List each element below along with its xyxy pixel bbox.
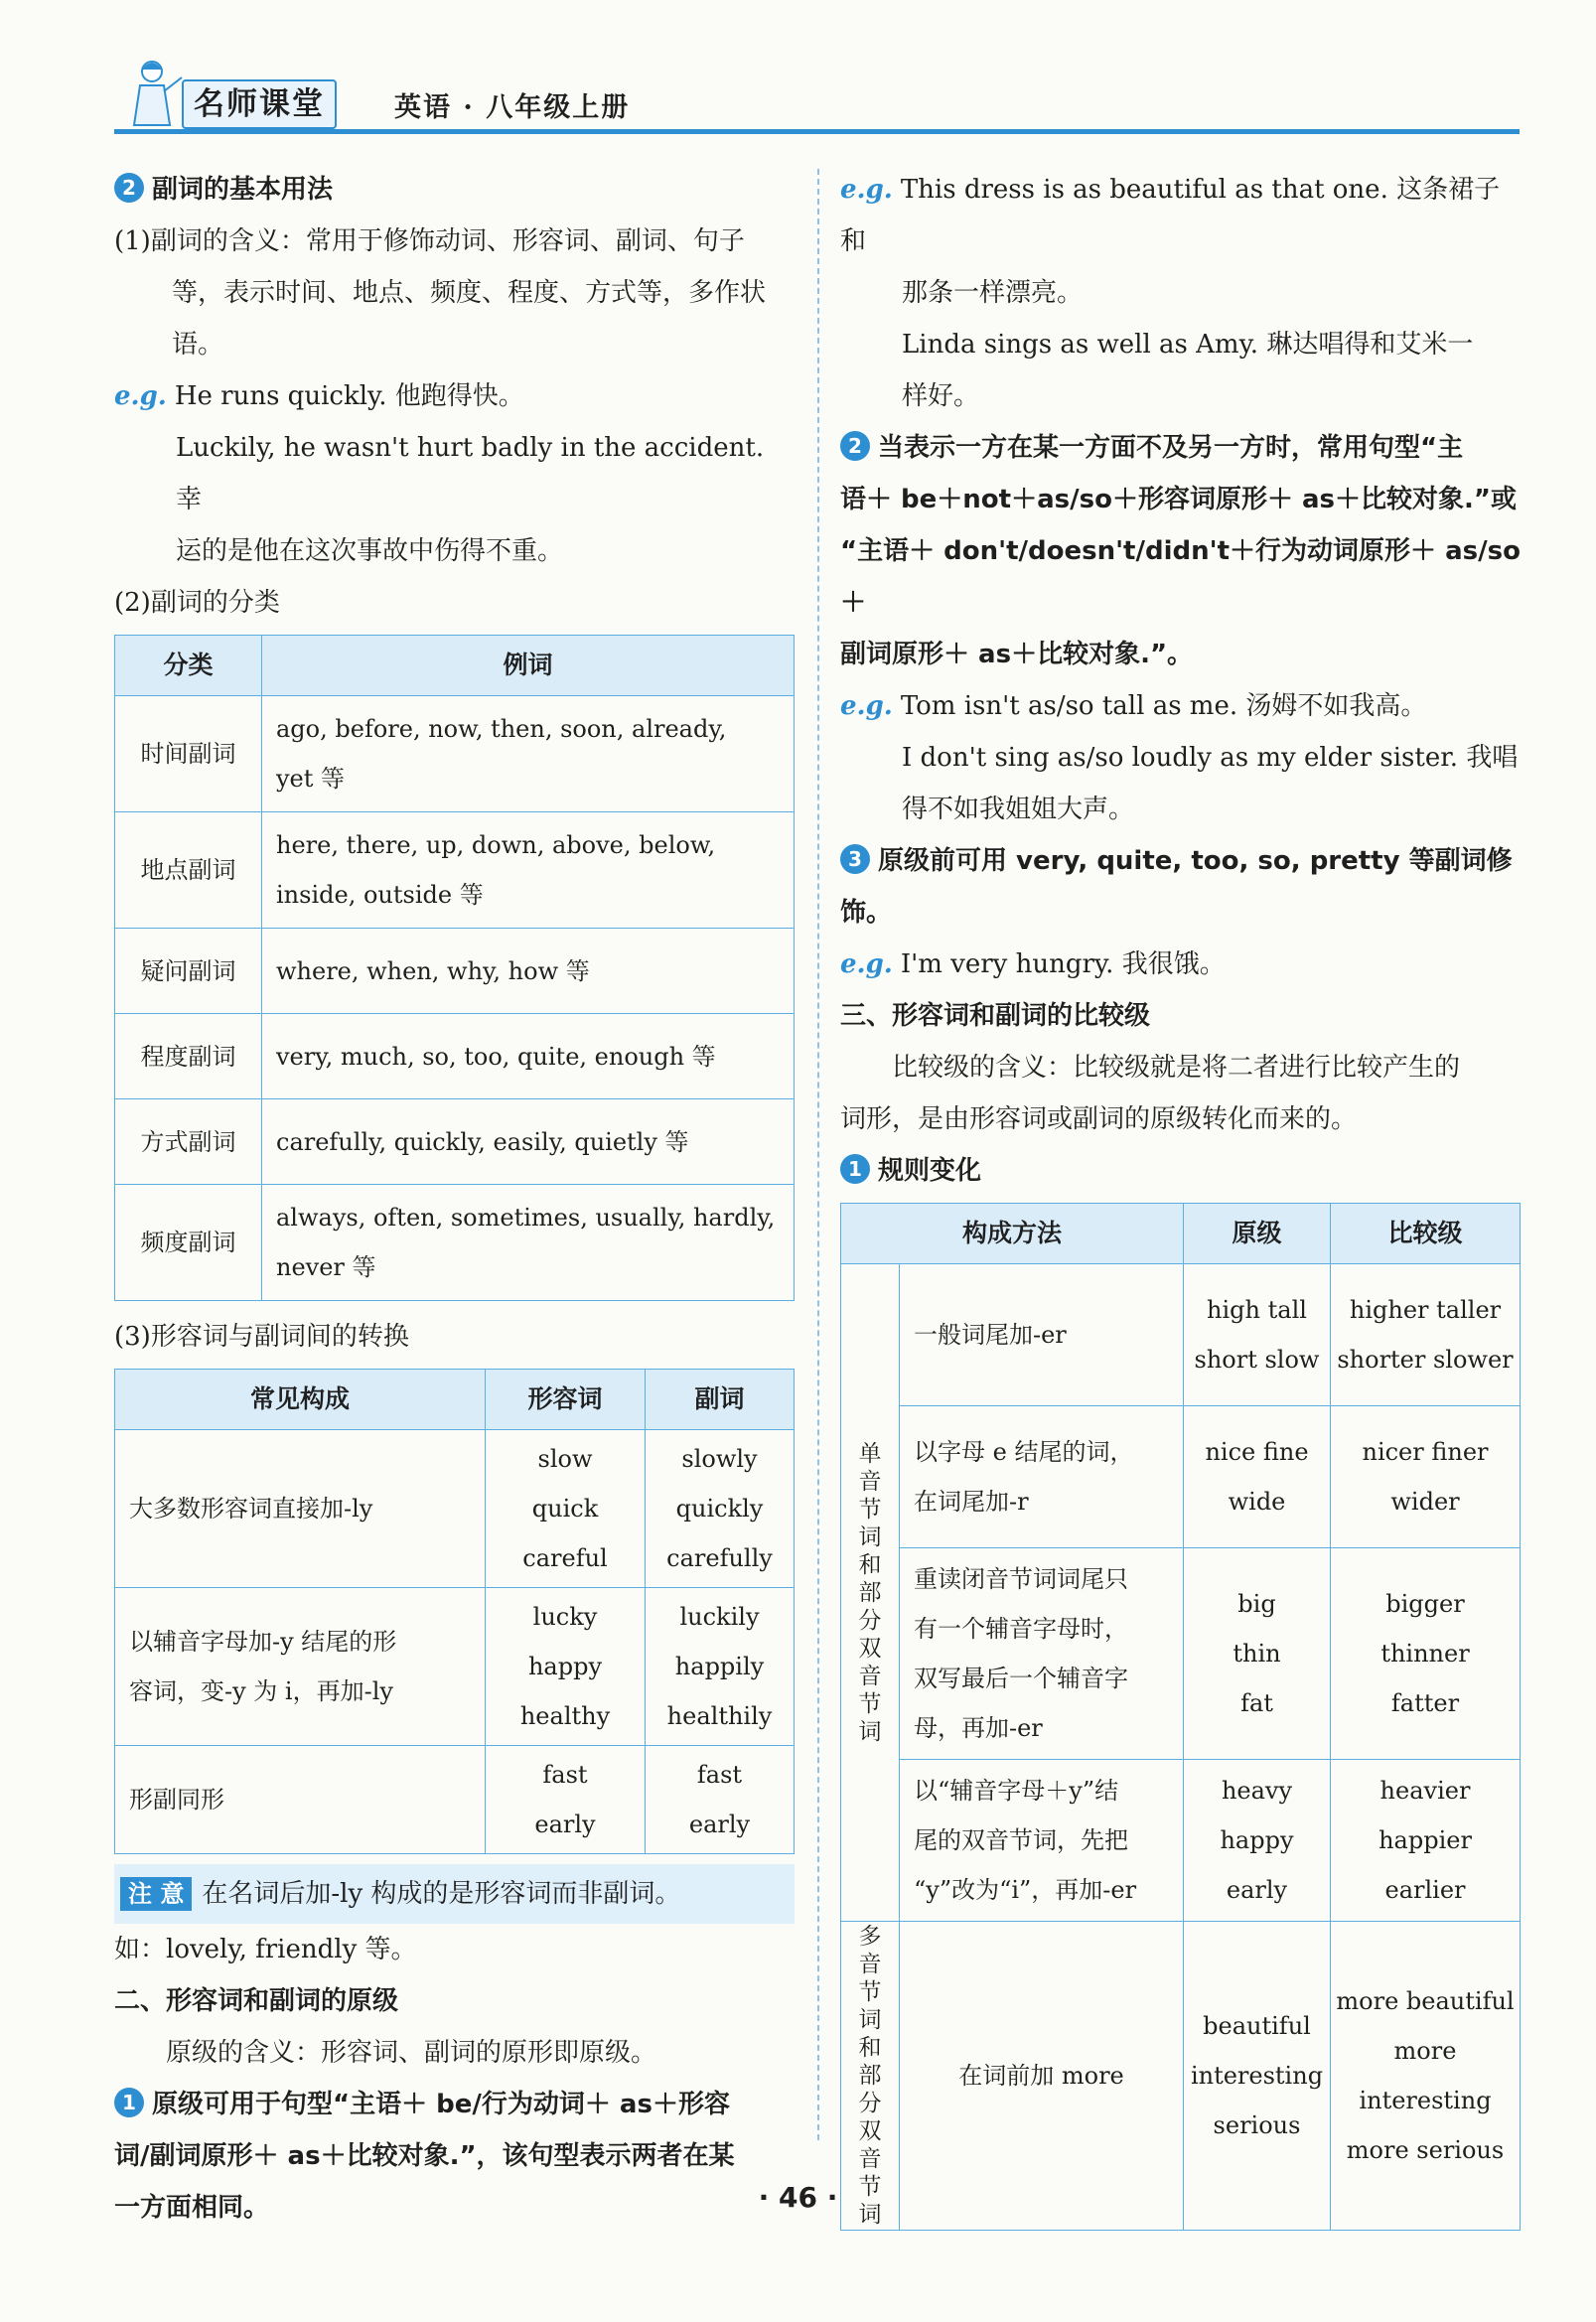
definition: 原级的含义：形容词、副词的原形即原级。 [166,2038,657,2068]
adj-word: quick [531,1495,599,1523]
example-text: He runs quickly. 他跑得快。 [174,381,524,411]
adj-word: fast [542,1761,588,1789]
example-words: very, much, so, too, quite, enough 等 [276,1042,716,1071]
table-row [115,812,795,929]
positive-word: thin [1233,1640,1281,1668]
positive-word: wide [1228,1488,1286,1516]
column-divider [817,169,819,2140]
comparative-word: earlier [1384,1876,1466,1904]
example-words: carefully, quickly, easily, quietly 等 [276,1127,689,1156]
example-words: where, when, why, how 等 [276,956,590,985]
group-label: 多音节词和部分双音节词 [858,1924,882,2228]
rule-heading [840,1145,1521,1197]
comparative-word: nicer finer [1362,1438,1489,1466]
example-text: Tom isn't as/so tall as me. 汤姆不如我高。 [900,691,1427,721]
table-header: 例词 [262,636,795,696]
section-heading [114,164,795,216]
right-column [840,164,1521,2241]
teacher-figure-icon [124,56,184,135]
note-text: 在名词后加-ly 构成的是形容词而非副词。 [202,1879,681,1909]
positive-word: fat [1240,1689,1273,1717]
example-text: 得不如我姐姐大声。 [902,795,1135,824]
example [114,370,795,422]
adv-word: slowly [681,1445,758,1473]
positive-word: early [1226,1876,1288,1904]
table-row [115,929,795,1014]
method-text: “y”改为“i”，再加-er [914,1876,1137,1904]
subject-title: 英语 · 八年级上册 [394,92,631,123]
positive-word: serious [1213,2111,1301,2139]
subheading: (3)形容词与副词间的转换 [114,1322,409,1352]
adverb-category-table [114,635,795,1301]
comparative-table [840,1203,1521,2231]
rule-heading [840,835,1521,939]
eg-label: e.g. [114,381,167,411]
method-text: 重读闭音节词词尾只 [914,1565,1128,1593]
positive-word: interesting [1190,2062,1324,2090]
positive-word: nice fine [1205,1438,1309,1466]
example [840,680,1521,732]
positive-word: high tall [1207,1296,1307,1324]
rule-text: 当表示一方在某一方面不及另一方时，常用句型“主 [878,433,1464,463]
section-title: 三、形容词和副词的比较级 [840,1001,1151,1031]
rule-heading [840,422,1521,474]
example [840,164,1521,267]
method-text: 尾的双音节词，先把 [914,1826,1128,1854]
example-words: always, often, sometimes, usually, hardly, [276,1204,776,1232]
method-text: 以字母 e 结尾的词， [914,1438,1134,1466]
positive-word: happy [1220,1826,1294,1854]
rule-text: 词/副词原形＋ as＋比较对象.”，该句型表示两者在某 [114,2141,735,2171]
comparative-word: more serious [1346,2136,1505,2164]
comparative-word: more beautiful [1336,1987,1515,2015]
example-text: I'm very hungry. 我很饿。 [900,949,1226,979]
table-row [841,1264,1521,1406]
comparative-word: heavier [1379,1777,1471,1805]
table-row [115,1746,795,1854]
rule-cell: 形副同形 [115,1746,486,1854]
rule-text: 语＋ be＋not＋as/so＋形容词原形＋ as＋比较对象.”或 [840,485,1517,514]
rule-cell: 大多数形容词直接加-ly [115,1430,486,1588]
table-header: 原级 [1184,1204,1331,1264]
rule-text: 一方面相同。 [114,2193,270,2223]
example-text: 样好。 [902,381,980,411]
table-row [115,1014,795,1099]
paragraph: (1)副词的含义：常用于修饰动词、形容词、副词、句子 [114,226,745,256]
example-words: yet 等 [276,765,346,793]
definition: 比较级的含义：比较级就是将二者进行比较产生的 [892,1053,1461,1083]
group-label: 单音节词和部分双音节词 [858,1440,882,1745]
category-cell: 方式副词 [115,1099,262,1185]
method-text: 母，再加-er [914,1714,1043,1742]
section-heading-text: 副词的基本用法 [152,175,334,205]
example-text: Luckily, he wasn't hurt badly in the accident. 幸 [176,433,765,514]
number-badge: 2 [114,173,144,203]
number-badge: 2 [840,431,870,461]
category-cell: 程度副词 [115,1014,262,1099]
table-row [115,1588,795,1746]
table-row [115,1185,795,1301]
table-header: 分类 [115,636,262,696]
table-header: 构成方法 [841,1204,1184,1264]
table-row [841,1548,1521,1760]
note-text: 如：lovely, friendly 等。 [114,1935,417,1964]
method-text: 以“辅音字母＋y”结 [914,1777,1119,1805]
table-header: 副词 [646,1370,795,1430]
rule-cell: 容词，变-y 为 i，再加-ly [129,1677,393,1705]
category-cell: 频度副词 [115,1185,262,1301]
number-badge: 3 [840,844,870,874]
rule-heading [114,2079,795,2130]
table-header: 常见构成 [115,1370,486,1430]
comparative-word: bigger [1385,1590,1465,1618]
method-text: 在词尾加-r [914,1488,1029,1516]
comparative-word: shorter slower [1337,1346,1514,1374]
page-header [114,52,1520,141]
adv-word: happily [674,1653,765,1680]
category-cell: 疑问副词 [115,929,262,1014]
section-title: 二、形容词和副词的原级 [114,1986,399,2016]
positive-word: short slow [1194,1346,1320,1374]
left-column [114,164,795,2234]
comparative-word: wider [1390,1488,1460,1516]
adv-word: healthily [666,1702,773,1730]
page-number: · 46 · [758,2181,838,2214]
positive-word: beautiful [1203,2012,1311,2040]
eg-label: e.g. [840,949,893,979]
comparative-word: happier [1378,1826,1472,1854]
eg-label: e.g. [840,691,893,721]
rule-text: 原级可用于句型“主语＋ be/行为动词＋ as＋形容 [152,2090,730,2119]
example-words: inside, outside 等 [276,881,484,909]
adj-word: happy [527,1653,603,1680]
adj-word: early [534,1811,596,1838]
positive-word: heavy [1221,1777,1293,1805]
rule-cell: 以辅音字母加-y 结尾的形 [129,1628,397,1656]
brand-title: 名师课堂 [182,79,337,129]
rule-text: 副词原形＋ as＋比较对象.”。 [840,640,1194,669]
adj-word: slow [537,1445,593,1473]
method-text: 有一个辅音字母时， [914,1615,1128,1643]
rule-text: 原级前可用 very, quite, too, so, pretty 等副词修饰。 [840,846,1513,928]
example-text: Linda sings as well as Amy. 琳达唱得和艾米一 [902,330,1474,360]
adj-adv-conversion-table [114,1369,795,1854]
adv-word: luckily [679,1603,760,1631]
adj-word: healthy [519,1702,611,1730]
note-tag: 注 意 [120,1877,192,1911]
example-text: I don't sing as/so loudly as my elder sister. 我唱 [902,743,1519,773]
adj-word: lucky [532,1603,598,1631]
number-badge: 1 [114,2088,144,2117]
example [840,939,1521,990]
method-text: 在词前加 more [958,2062,1124,2090]
category-cell: 地点副词 [115,812,262,929]
comparative-word: fatter [1390,1689,1460,1717]
table-header: 形容词 [486,1370,646,1430]
table-row [115,696,795,812]
rule-title: 规则变化 [878,1156,982,1186]
comparative-word: more interesting [1359,2037,1492,2114]
method-text: 双写最后一个辅音字 [914,1665,1128,1692]
header-rule [114,129,1520,134]
example-words: ago, before, now, then, soon, already, [276,715,727,743]
number-badge: 1 [840,1154,870,1184]
table-row [115,1430,795,1588]
adv-word: quickly [675,1495,764,1523]
adv-word: fast [696,1761,743,1789]
table-row [841,1760,1521,1922]
table-row [115,1099,795,1185]
definition: 词形，是由形容词或副词的原级转化而来的。 [840,1104,1358,1134]
example-words: never 等 [276,1253,376,1281]
eg-label: e.g. [840,175,893,205]
example-text: 运的是他在这次事故中伤得不重。 [176,536,564,566]
example-text: This dress is as beautiful as that one. 这条裙子和 [840,175,1501,256]
example-words: here, there, up, down, above, below, [276,831,716,859]
table-row [841,1406,1521,1548]
comparative-word: thinner [1380,1640,1470,1668]
table-header: 比较级 [1331,1204,1521,1264]
positive-word: big [1237,1590,1276,1618]
adv-word: carefully [666,1544,773,1572]
method-text: 一般词尾加-er [914,1321,1067,1349]
category-cell: 时间副词 [115,696,262,812]
paragraph: 等，表示时间、地点、频度、程度、方式等，多作状语。 [172,278,767,360]
rule-text: “主语＋ don't/doesn't/didn't＋行为动词原形＋ as/so＋ [840,536,1521,618]
adj-word: careful [522,1544,608,1572]
example-text: 那条一样漂亮。 [902,278,1084,308]
note-box [114,1864,795,1924]
subheading: (2)副词的分类 [114,588,280,618]
adv-word: early [688,1811,751,1838]
comparative-word: higher taller [1349,1296,1502,1324]
